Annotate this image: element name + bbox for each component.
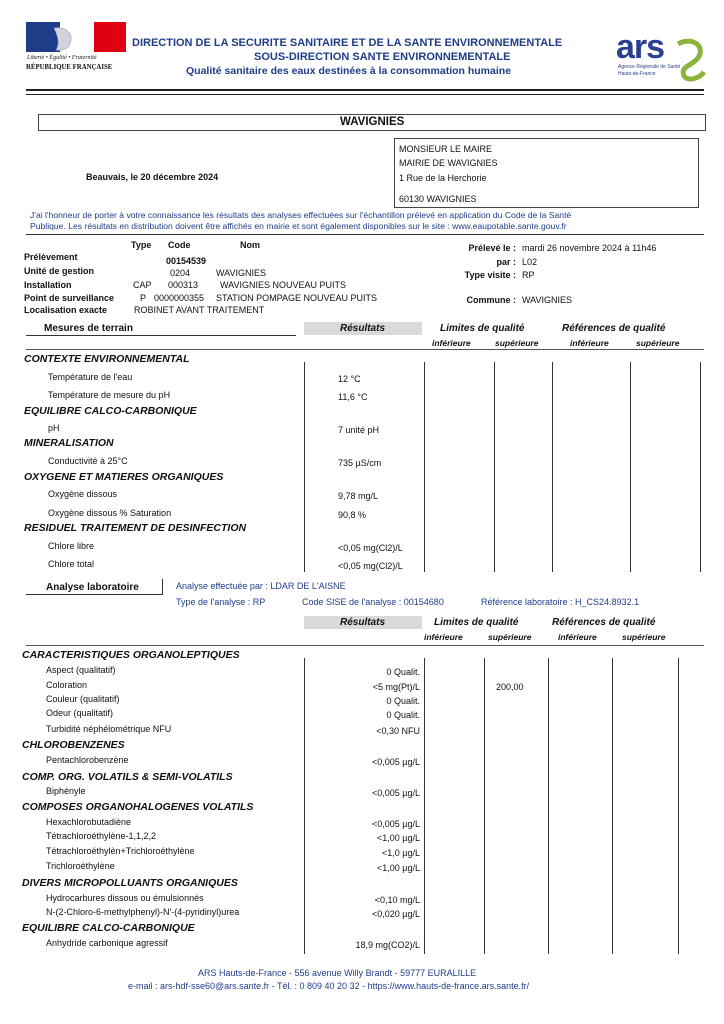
terrain-section-title: MINERALISATION bbox=[24, 437, 114, 449]
terrain-row-label: Température de l'eau bbox=[48, 372, 133, 382]
commune-title: WAVIGNIES bbox=[340, 116, 405, 128]
labo-row-value: 0 Qualit. bbox=[386, 696, 420, 706]
ars-subtitle-1: Agence Régionale de Santé bbox=[618, 64, 681, 70]
terrain-row-value: 12 °C bbox=[338, 374, 361, 384]
labo-row-label: Tétrachloroéthylèn+Trichloroéthylène bbox=[46, 846, 195, 856]
labo-column-rule bbox=[424, 658, 425, 954]
recipient-line-2: MAIRIE DE WAVIGNIES bbox=[399, 158, 498, 168]
labo-row-value: <5 mg(Pt)/L bbox=[372, 682, 420, 692]
footer-line-2: e-mail : ars-hdf-sse60@ars.sante.fr - Tél. : 0 809 40 20 32 - https://www.hauts-de-france.ars.sante.fr/ bbox=[128, 981, 530, 991]
terrain-resultats: Résultats bbox=[340, 323, 386, 334]
commune-value: WAVIGNIES bbox=[522, 295, 573, 305]
labo-row-value: <0,005 µg/L bbox=[372, 757, 420, 767]
prelevement-code: 00154539 bbox=[166, 256, 207, 266]
labo-column-rule bbox=[484, 658, 485, 954]
point-type: P bbox=[140, 293, 147, 303]
terrain-row-label: Température de mesure du pH bbox=[48, 390, 171, 400]
installation-type: CAP bbox=[133, 280, 152, 290]
labo-row-label: Anhydride carbonique agressif bbox=[46, 938, 168, 948]
terrain-row-value: 735 µS/cm bbox=[338, 458, 382, 468]
terrain-section-title: RESIDUEL TRAITEMENT DE DESINFECTION bbox=[24, 522, 247, 534]
labo-column-rule bbox=[548, 658, 549, 954]
labo-title: Analyse laboratoire bbox=[46, 582, 139, 593]
labo-row-label: Trichloroéthylène bbox=[46, 861, 115, 871]
par-label: par : bbox=[496, 257, 516, 267]
localisation-value: ROBINET AVANT TRAITEMENT bbox=[134, 305, 265, 315]
labo-row-label: Couleur (qualitatif) bbox=[46, 694, 120, 704]
labo-row-label: Aspect (qualitatif) bbox=[46, 665, 116, 675]
marianne-icon bbox=[24, 22, 128, 52]
terrain-row-value: 9,78 mg/L bbox=[338, 491, 379, 501]
terrain-row-label: Oxygène dissous % Saturation bbox=[48, 508, 172, 518]
recipient-line-1: MONSIEUR LE MAIRE bbox=[399, 144, 493, 154]
header-title-2: SOUS-DIRECTION SANTE ENVIRONNEMENTALE bbox=[254, 51, 511, 63]
labo-row-value: 18,9 mg(CO2)/L bbox=[355, 940, 420, 950]
labo-row-label: N-(2-Chloro-6-methylphenyl)-N'-(4-pyridinyl)urea bbox=[46, 907, 240, 917]
ars-wordmark: ars bbox=[616, 28, 665, 66]
republique-francaise-logo bbox=[24, 22, 132, 78]
par-value: L02 bbox=[522, 257, 538, 267]
header-rule bbox=[26, 89, 704, 91]
labo-row-value: <0,020 µg/L bbox=[372, 909, 420, 919]
labo-section-title: COMP. ORG. VOLATILS & SEMI-VOLATILS bbox=[22, 771, 233, 783]
installation-nom: WAVIGNIES NOUVEAU PUITS bbox=[220, 280, 347, 290]
unite-nom: WAVIGNIES bbox=[216, 268, 267, 278]
labo-lim-sup: supérieure bbox=[488, 632, 532, 642]
labo-header-rule bbox=[26, 645, 704, 646]
terrain-row-label: pH bbox=[48, 423, 60, 433]
labo-row-label: Odeur (qualitatif) bbox=[46, 708, 114, 718]
col-code: Code bbox=[168, 240, 191, 250]
preleve-value: mardi 26 novembre 2024 à 11h46 bbox=[522, 243, 657, 253]
terrain-lim-sup: supérieure bbox=[495, 338, 539, 348]
intro-line-2: Publique. Les résultats en distribution doivent être affichés en mairie et sont également disponibles sur le site : www.eaupotable.sante.gouv.fr bbox=[30, 221, 567, 231]
terrain-references: Références de qualité bbox=[562, 323, 666, 334]
labo-row-label: Tétrachloroéthylène-1,1,2,2 bbox=[46, 831, 157, 841]
terrain-limites: Limites de qualité bbox=[440, 323, 525, 334]
labo-section-title: COMPOSES ORGANOHALOGENES VOLATILS bbox=[22, 801, 254, 813]
terrain-section-title: CONTEXTE ENVIRONNEMENTAL bbox=[24, 353, 190, 365]
terrain-column-rule bbox=[494, 362, 495, 572]
terrain-column-rule bbox=[630, 362, 631, 572]
place-date: Beauvais, le 20 décembre 2024 bbox=[86, 172, 219, 182]
header-title-3: Qualité sanitaire des eaux destinées à la consommation humaine bbox=[186, 65, 512, 77]
rf-name: RÉPUBLIQUE FRANÇAISE bbox=[26, 64, 113, 71]
labo-column-rule bbox=[678, 658, 679, 954]
labo-row-value: <0,30 NFU bbox=[376, 726, 420, 736]
terrain-section-title: OXYGENE ET MATIERES ORGANIQUES bbox=[24, 471, 224, 483]
labo-column-rule bbox=[304, 658, 305, 954]
labo-row-value: <0,10 mg/L bbox=[374, 895, 420, 905]
col-type: Type bbox=[131, 240, 152, 250]
prelevement-label: Prélèvement bbox=[24, 252, 78, 262]
localisation-label: Localisation exacte bbox=[24, 305, 108, 315]
labo-row-limit-sup: 200,00 bbox=[496, 682, 524, 692]
terrain-header-rule bbox=[26, 349, 704, 350]
terrain-column-rule bbox=[552, 362, 553, 572]
labo-ref-sup: supérieure bbox=[622, 632, 666, 642]
terrain-row-label: Conductivité à 25°C bbox=[48, 456, 128, 466]
terrain-column-rule bbox=[424, 362, 425, 572]
terrain-row-value: 90,8 % bbox=[338, 510, 367, 520]
terrain-lim-inf: inférieure bbox=[432, 338, 471, 348]
header-title-1: DIRECTION DE LA SECURITE SANITAIRE ET DE LA SANTE ENVIRONNEMENTALE bbox=[132, 37, 563, 49]
terrain-row-label: Chlore total bbox=[48, 559, 95, 569]
labo-type-analyse: Type de l'analyse : RP bbox=[176, 597, 266, 607]
header-rule-2 bbox=[26, 94, 704, 95]
labo-section-title: EQUILIBRE CALCO-CARBONIQUE bbox=[22, 922, 195, 934]
terrain-row-label: Chlore libre bbox=[48, 541, 95, 551]
labo-row-value: <0,005 µg/L bbox=[372, 788, 420, 798]
labo-references: Références de qualité bbox=[552, 617, 656, 628]
point-label: Point de surveillance bbox=[24, 293, 115, 303]
labo-row-label: Hexachlorobutadiène bbox=[46, 817, 132, 827]
labo-section-title: CARACTERISTIQUES ORGANOLEPTIQUES bbox=[22, 649, 240, 661]
commune-label: Commune : bbox=[466, 295, 516, 305]
labo-row-label: Pentachlorobenzène bbox=[46, 755, 129, 765]
recipient-line-4: 60130 WAVIGNIES bbox=[399, 194, 477, 204]
terrain-row-value: <0,05 mg(Cl2)/L bbox=[338, 543, 403, 553]
labo-row-value: 0 Qualit. bbox=[386, 710, 420, 720]
ars-logo bbox=[612, 28, 712, 84]
point-nom: STATION POMPAGE NOUVEAU PUITS bbox=[216, 293, 378, 303]
labo-row-value: <1,00 µg/L bbox=[377, 833, 420, 843]
labo-section-title: CHLOROBENZENES bbox=[22, 739, 125, 751]
labo-column-rule bbox=[612, 658, 613, 954]
intro-rule bbox=[26, 234, 704, 235]
terrain-ref-inf: inférieure bbox=[570, 338, 609, 348]
installation-label: Installation bbox=[24, 280, 72, 290]
point-code: 0000000355 bbox=[154, 293, 205, 303]
labo-row-value: <1,00 µg/L bbox=[377, 863, 420, 873]
unite-code: 0204 bbox=[170, 268, 191, 278]
terrain-row-value: 11,6 °C bbox=[338, 392, 368, 402]
intro-line-1: J'ai l'honneur de porter à votre connaissance les résultats des analyses effectuées sur l'échantillon prélevé en application du Code de la Santé bbox=[30, 210, 572, 220]
type-visite-value: RP bbox=[522, 270, 535, 280]
labo-section-title: DIVERS MICROPOLLUANTS ORGANIQUES bbox=[22, 877, 238, 889]
unite-label: Unité de gestion bbox=[24, 266, 95, 276]
terrain-ref-sup: supérieure bbox=[636, 338, 680, 348]
terrain-row-value: 7 unité pH bbox=[338, 425, 380, 435]
terrain-section-title: EQUILIBRE CALCO-CARBONIQUE bbox=[24, 405, 197, 417]
ars-swirl-icon bbox=[670, 36, 708, 82]
rf-motto: Liberté • Égalité • Fraternité bbox=[27, 55, 97, 61]
col-nom: Nom bbox=[240, 240, 260, 250]
labo-row-value: <0,005 µg/L bbox=[372, 819, 420, 829]
mesures-terrain-title: Mesures de terrain bbox=[44, 323, 133, 334]
labo-row-label: Hydrocarbures dissous ou émulsionnés bbox=[46, 893, 204, 903]
labo-limites: Limites de qualité bbox=[434, 617, 519, 628]
type-visite-label: Type visite : bbox=[464, 270, 516, 280]
recipient-line-3: 1 Rue de la Herchorie bbox=[399, 173, 487, 183]
labo-row-label: Turbidité néphélométrique NFU bbox=[46, 724, 172, 734]
labo-lim-inf: inférieure bbox=[424, 632, 463, 642]
labo-ref-inf: inférieure bbox=[558, 632, 597, 642]
preleve-label: Prélevé le : bbox=[468, 243, 516, 253]
terrain-column-rule bbox=[700, 362, 701, 572]
terrain-row-label: Oxygène dissous bbox=[48, 489, 118, 499]
labo-ref: Référence laboratoire : H_CS24.8932.1 bbox=[481, 597, 640, 607]
labo-resultats: Résultats bbox=[340, 617, 386, 628]
terrain-row-value: <0,05 mg(Cl2)/L bbox=[338, 561, 403, 571]
installation-code: 000313 bbox=[168, 280, 199, 290]
labo-row-label: Biphényle bbox=[46, 786, 86, 796]
labo-row-value: <1,0 µg/L bbox=[382, 848, 420, 858]
labo-code-sise: Code SISE de l'analyse : 00154680 bbox=[302, 597, 444, 607]
footer-line-1: ARS Hauts-de-France - 556 avenue Willy Brandt - 59777 EURALILLE bbox=[198, 968, 477, 978]
labo-effectuee: Analyse effectuée par : LDAR DE L'AISNE bbox=[176, 581, 346, 591]
labo-row-value: 0 Qualit. bbox=[386, 667, 420, 677]
ars-subtitle-2: Hauts-de-France bbox=[618, 71, 656, 77]
labo-row-label: Coloration bbox=[46, 680, 88, 690]
terrain-column-rule bbox=[304, 362, 305, 572]
